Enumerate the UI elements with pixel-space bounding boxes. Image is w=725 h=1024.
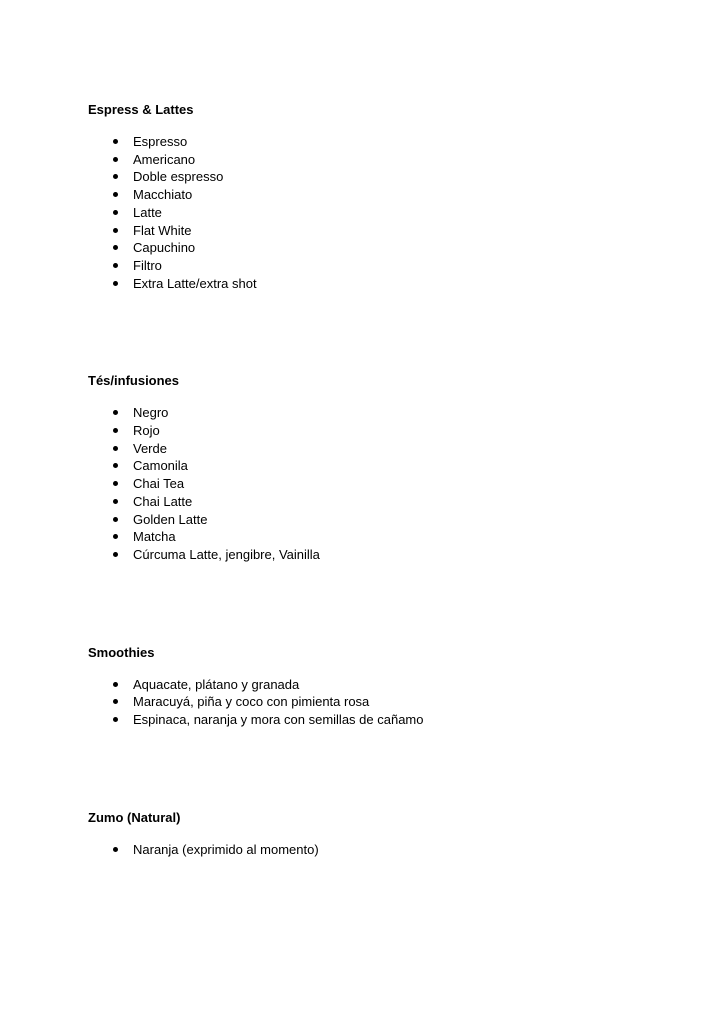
list-item: Flat White (133, 222, 655, 240)
menu-section (88, 809, 655, 859)
section-heading: Espress & Lattes (88, 102, 194, 117)
list-item: Negro (133, 404, 655, 422)
list-item: Golden Latte (133, 511, 655, 529)
section-heading: Smoothies (88, 644, 155, 660)
section-item-list (88, 133, 655, 292)
section-heading: Tés/infusiones (88, 373, 180, 389)
list-item: Americano (133, 151, 655, 169)
list-item: Doble espresso (133, 168, 655, 186)
section-item-list (88, 404, 655, 563)
menu-section (88, 101, 655, 292)
menu-section (88, 372, 655, 563)
list-item: Aquacate, plátano y granada (133, 676, 655, 694)
list-item: Macchiato (133, 186, 655, 204)
menu-sections-container (88, 101, 655, 858)
list-item: Chai Tea (133, 475, 655, 493)
list-item: Extra Latte/extra shot (133, 275, 655, 293)
list-item: Capuchino (133, 239, 655, 257)
section-item-list (88, 841, 655, 859)
list-item: Rojo (133, 422, 655, 440)
list-item: Latte (133, 204, 655, 222)
section-item-list (88, 676, 655, 729)
list-item: Matcha (133, 528, 655, 546)
list-item: Espinaca, naranja y mora con semillas de cañamo (133, 711, 655, 729)
list-item: Filtro (133, 257, 655, 275)
list-item: Chai Latte (133, 493, 655, 511)
list-item: Camonila (133, 457, 655, 475)
list-item: Verde (133, 440, 655, 458)
section-heading: Zumo (Natural) (88, 809, 181, 825)
list-item: Cúrcuma Latte, jengibre, Vainilla (133, 546, 655, 564)
list-item: Naranja (exprimido al momento) (133, 841, 655, 859)
list-item: Maracuyá, piña y coco con pimienta rosa (133, 693, 655, 711)
menu-section (88, 644, 655, 729)
list-item: Espresso (133, 133, 655, 151)
